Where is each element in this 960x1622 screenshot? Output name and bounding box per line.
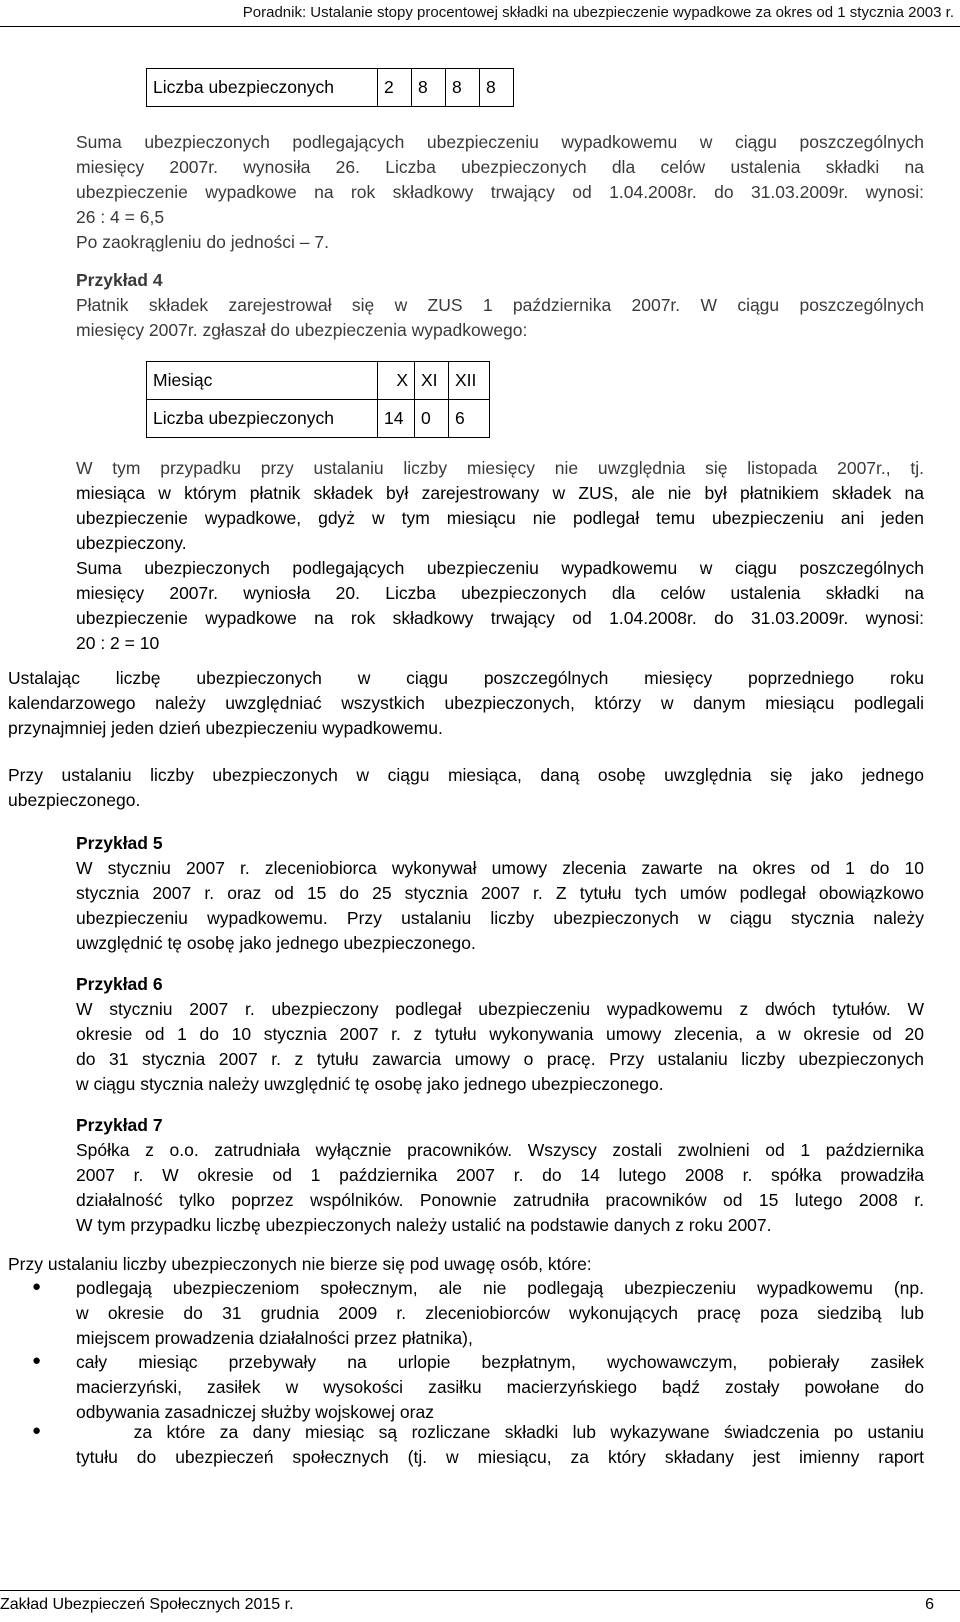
table-cell: 0 (415, 400, 449, 438)
table-cell: 8 (412, 69, 446, 107)
table-cell: Liczba ubezpieczonych (147, 400, 378, 438)
rule-paragraph (8, 666, 924, 741)
bullet-icon: ● (32, 1278, 42, 1295)
example-title: Przykład 4 (76, 270, 163, 290)
text-line: Suma ubezpieczonych podlegających ubezpieczeniu wypadkowemu w ciągu poszczególnych (76, 558, 924, 578)
text-line: do 31 stycznia 2007 r. z tytułu zawarcia umowy o pracę. Przy ustalaniu liczby ubezpieczonych (76, 1049, 924, 1069)
table-cell: 14 (378, 400, 415, 438)
table-cell: XII (449, 362, 490, 400)
exclusions-intro: Przy ustalaniu liczby ubezpieczonych nie bierze się pod uwagę osób, które: (8, 1254, 592, 1274)
text-line: stycznia 2007 r. oraz od 15 do 25 stycznia 2007 r. Z tytułu tych umów podlegał obowiązkowo (76, 883, 924, 903)
header-rule (0, 26, 960, 27)
text-line: w okresie do 31 grudnia 2009 r. zleceniobiorców wykonujących pracę poza siedzibą lub (76, 1303, 924, 1323)
table-cell: X (378, 362, 415, 400)
text-line: Spółka z o.o. zatrudniała wyłącznie pracowników. Wszyscy zostali zwolnieni od 1 października (76, 1140, 924, 1160)
text-line: miesięcy 2007r. wyniosła 20. Liczba ubezpieczonych dla celów ustalenia składki na (76, 583, 924, 603)
example-6 (76, 972, 924, 1097)
insured-count-table-2 (146, 361, 490, 438)
running-header: Poradnik: Ustalanie stopy procentowej składki na ubezpieczenie wypadkowe za okres od 1 stycznia 2003 r. (242, 4, 954, 21)
table-row (147, 400, 490, 438)
example-5 (76, 831, 924, 956)
text-line: okresie od 1 do 10 stycznia 2007 r. z tytułu wykonywania umowy zlecenia, a w okresie od 20 (76, 1024, 924, 1044)
table-cell: Liczba ubezpieczonych (147, 69, 378, 107)
text-line: ubezpieczeniu wypadkowemu. Przy ustalaniu liczby ubezpieczonych w ciągu stycznia należy (76, 908, 924, 928)
text-line: W tym przypadku przy ustalaniu liczby miesięcy nie uwzględnia się listopada 2007r., tj. (76, 458, 924, 478)
text-line: za które za dany miesiąc są rozliczane składki lub wykazywane świadczenia po ustaniu (76, 1422, 924, 1442)
table-row (147, 362, 490, 400)
example-title: Przykład 7 (76, 1115, 163, 1135)
table-cell: 2 (378, 69, 412, 107)
text-line: działalność tylko poprzez wspólników. Ponownie zatrudniła pracowników od 15 lutego 2008 r. (76, 1190, 924, 1210)
text-line: ubezpieczenie wypadkowe na rok składkowy trwający od 1.04.2008r. do 31.03.2009r. wynosi: (76, 182, 924, 202)
text-line: Po zaokrągleniu do jedności – 7. (76, 232, 329, 252)
insured-count-table-1 (146, 68, 514, 107)
table-cell: 8 (480, 69, 514, 107)
text-line: ubezpieczony. (76, 533, 187, 553)
example-title: Przykład 5 (76, 833, 163, 853)
footer-rule (0, 1590, 960, 1591)
table-cell: 6 (449, 400, 490, 438)
bullet-item (76, 1276, 924, 1351)
text-line: W tym przypadku liczbę ubezpieczonych należy ustalić na podstawie danych z roku 2007. (76, 1215, 772, 1235)
table-cell: XI (415, 362, 449, 400)
text-line: Suma ubezpieczonych podlegających ubezpieczeniu wypadkowemu w ciągu poszczególnych (76, 132, 924, 152)
text-line: 26 : 4 = 6,5 (76, 207, 165, 227)
text-line: miejscem prowadzenia działalności przez płatnika), (76, 1328, 473, 1348)
text-line: ubezpieczenie wypadkowe na rok składkowy trwający od 1.04.2008r. do 31.03.2009r. wynosi: (76, 608, 924, 628)
text-line: kalendarzowego należy uwzględniać wszystkich ubezpieczonych, którzy w danym miesiącu podlegali (8, 693, 924, 713)
text-line: miesiąca w którym płatnik składek był zarejestrowany w ZUS, ale nie był płatnikiem składek na (76, 483, 924, 503)
bullet-icon: ● (32, 1422, 42, 1439)
bullet-item (76, 1350, 924, 1425)
text-line: Ustalając liczbę ubezpieczonych w ciągu poszczególnych miesięcy poprzedniego roku (8, 668, 924, 688)
text-line: ubezpieczenie wypadkowe, gdyż w tym miesiącu nie podlegał temu ubezpieczeniu ani jeden (76, 508, 924, 528)
text-line: 2007 r. W okresie od 1 października 2007 r. do 14 lutego 2008 r. spółka prowadziła (76, 1165, 924, 1185)
text-line: podlegają ubezpieczeniom społecznym, ale nie podlegają ubezpieczeniu wypadkowemu (np. (76, 1278, 924, 1298)
text-line: miesięcy 2007r. wynosiła 26. Liczba ubezpieczonych dla celów ustalenia składki na (76, 157, 924, 177)
example3-summary (76, 130, 924, 255)
page-number: 6 (925, 1596, 934, 1613)
example-4 (76, 268, 924, 343)
example-title: Przykład 6 (76, 974, 163, 994)
footer-text: Zakład Ubezpieczeń Społecznych 2015 r. (0, 1596, 294, 1613)
text-line: tytułu do ubezpieczeń społecznych (tj. w miesiącu, za który składany jest imienny raport (76, 1447, 924, 1467)
text-line: Przy ustalaniu liczby ubezpieczonych w ciągu miesiąca, daną osobę uwzględnia się jako jednego (8, 765, 924, 785)
text-line: cały miesiąc przebywały na urlopie bezpłatnym, wychowawczym, pobierały zasiłek (76, 1352, 924, 1372)
text-line: przynajmniej jeden dzień ubezpieczeniu wypadkowemu. (8, 718, 443, 738)
text-line: Płatnik składek zarejestrował się w ZUS 1 października 2007r. W ciągu poszczególnych (76, 295, 924, 315)
text-line: ubezpieczonego. (8, 790, 141, 810)
text-line: W styczniu 2007 r. ubezpieczony podlegał ubezpieczeniu wypadkowemu z dwóch tytułów. W (76, 999, 924, 1019)
table-row (147, 69, 514, 107)
counting-paragraph (8, 763, 924, 813)
example-7 (76, 1113, 924, 1238)
text-line: W styczniu 2007 r. zleceniobiorca wykonywał umowy zlecenia zawarte na okres od 1 do 10 (76, 858, 924, 878)
bullet-icon: ● (32, 1352, 42, 1369)
table-cell: Miesiąc (147, 362, 378, 400)
example4-explanation (76, 456, 924, 656)
table-cell: 8 (446, 69, 480, 107)
text-line: odbywania zasadniczej służby wojskowej oraz (76, 1402, 434, 1422)
text-line: 20 : 2 = 10 (76, 633, 160, 653)
bullet-item (76, 1420, 924, 1470)
text-line: miesięcy 2007r. zgłaszał do ubezpieczenia wypadkowego: (76, 320, 528, 340)
text-line: w ciągu stycznia należy uwzględnić tę osobę jako jednego ubezpieczonego. (76, 1074, 664, 1094)
text-line: macierzyński, zasiłek w wysokości zasiłku macierzyńskiego bądź zostały powołane do (76, 1377, 924, 1397)
text-line: uwzględnić tę osobę jako jednego ubezpieczonego. (76, 933, 476, 953)
